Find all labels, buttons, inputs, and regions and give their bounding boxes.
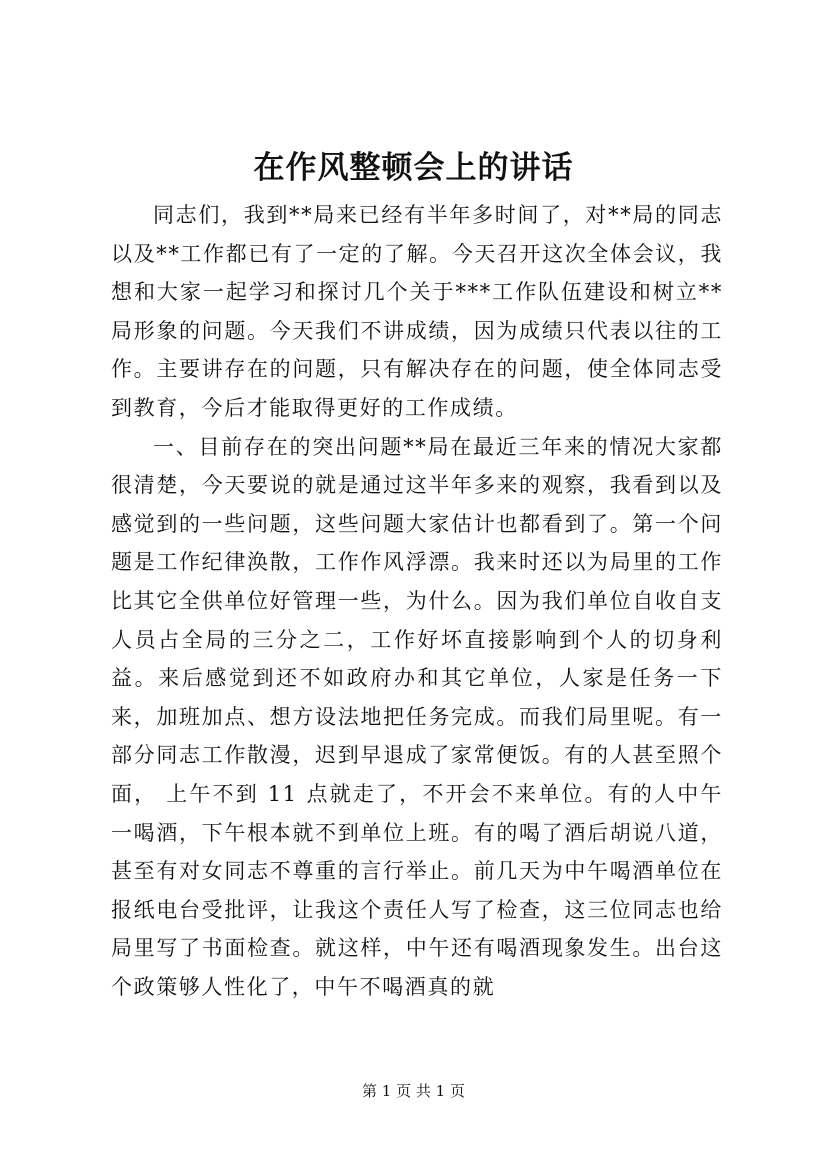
paragraph-intro: 同志们，我到**局来已经有半年多时间了，对**局的同志以及**工作都已有了一定的了解。今天召开这次全体会议，我想和大家一起学习和探讨几个关于***工作队伍建设和树立**局形象的问题。今天我们不讲成绩，因为成绩只代表以往的工作。主要讲存在的问题，只有解决存在的问题，使全体同志受到教育，今后才能取得更好的工作成绩。 (111, 203, 723, 420)
document-body (111, 196, 723, 1006)
paragraph-problems: 一、目前存在的突出问题**局在最近三年来的情况大家都很清楚，今天要说的就是通过这半年多来的观察，我看到以及感觉到的一些问题，这些问题大家估计也都看到了。第一个问题是工作纪律涣散，工作作风浮漂。我来时还以为局里的工作比其它全供单位好管理一些，为什么。因为我们单位自收自支人员占全局的三分之二，工作好坏直接影响到个人的切身利益。来后感觉到还不如政府办和其它单位，人家是任务一下来，加班加点、想方设法地把任务完成。而我们局里呢。有一部分同志工作散漫，迟到早退成了家常便饭。有的人甚至照个面， 上午不到 11 点就走了，不开会不来单位。有的人中午一喝酒，下午根本就不到单位上班。有的喝了酒后胡说八道，甚至有对女同志不尊重的言行举止。前几天为中午喝酒单位在报纸电台受批评，让我这个责任人写了检查，这三位同志也给局里写了书面检查。就这样，中午还有喝酒现象发生。出台这个政策够人性化了，中午不喝酒真的就 (111, 434, 723, 999)
page-footer: 第 1 页 共 1 页 (362, 1082, 465, 1100)
document-title: 在作风整顿会上的讲话 (253, 150, 574, 186)
